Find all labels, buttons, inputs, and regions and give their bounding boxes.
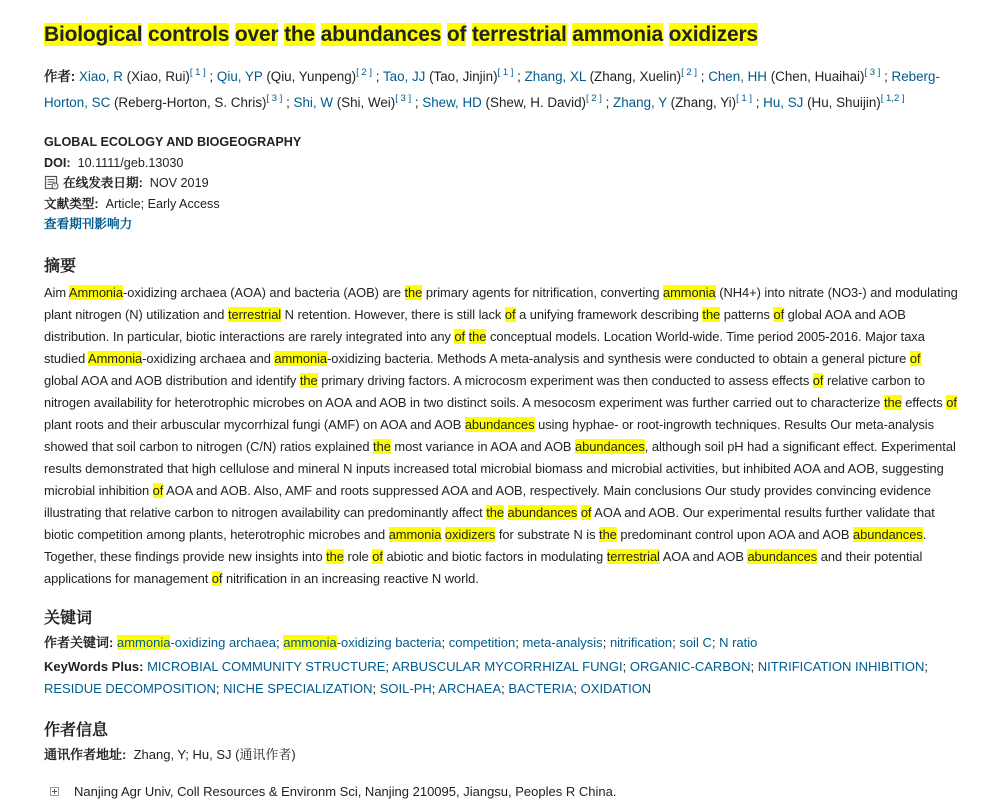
title-word: ammonia (572, 23, 664, 46)
highlight-term: abundances (507, 504, 578, 520)
title-word: abundances (320, 23, 442, 46)
affiliation-ref[interactable]: [ 1 ] (189, 67, 206, 78)
keyword-plus-link[interactable]: NITRIFICATION INHIBITION (757, 658, 925, 674)
abstract-section (44, 256, 958, 590)
keyword-plus-link[interactable]: ARBUSCULAR MYCORRHIZAL FUNGI (391, 658, 623, 674)
pubdate-value: NOV 2019 (149, 176, 209, 190)
highlight-term: of (372, 548, 383, 564)
authors-block (44, 64, 958, 116)
authors-list: Xiao, R (Xiao, Rui)[ 1 ] ; Qiu, YP (Qiu, Yunpeng)[ 2 ] ; Tao, JJ (Tao, Jinjin)[ 1 ] ; Zhang, XL (Zhang, Xuelin)[ 2 ] ; Chen, HH (Chen, Huaihai)[ 3 ] ; Reberg-Horton, SC (Reberg-Horton, S. Chris)[ 3 ] ; Shi, W (Shi, Wei)[ 3 ] ; Shew, HD (Shew, H. David)[ 2 ] ; Zhang, Y (Zhang, Yi)[ 1 ] ; Hu, SJ (Hu, Shuijin)[ 1,2 ] (44, 67, 940, 110)
title-word: over (234, 23, 279, 46)
keyword-plus-link[interactable]: ORGANIC-CARBON (629, 658, 751, 674)
highlight-term: ammonia (663, 284, 716, 300)
title-word: Biological (44, 23, 143, 46)
highlight-term: the (326, 548, 344, 564)
highlight-term: the (468, 328, 487, 344)
affiliation-ref[interactable]: [ 1 ] (497, 67, 514, 78)
author-link[interactable]: Zhang, XL (524, 69, 586, 84)
highlight-term: ammonia (283, 634, 337, 650)
highlight-term: the (883, 394, 902, 410)
author-keywords-list: ammonia-oxidizing archaea; ammonia-oxidizing bacteria; competition; meta-analysis; nitrification; soil C; N ratio (116, 634, 758, 650)
keyword-plus-link[interactable]: NICHE SPECIALIZATION (223, 680, 373, 696)
calendar-icon (44, 175, 59, 190)
keywords-plus-list: MICROBIAL COMMUNITY STRUCTURE; ARBUSCULAR MYCORRHIZAL FUNGI; ORGANIC-CARBON; NITRIFICATION INHIBITION; RESIDUE DECOMPOSITION; NICHE SPECIALIZATION; SOIL-PH; ARCHAEA; BACTERIA; OXIDATION (44, 658, 928, 696)
author-link[interactable]: Chen, HH (708, 69, 767, 84)
authors-label: 作者: (44, 69, 76, 84)
affiliation-ref[interactable]: [ 3 ] (266, 93, 283, 104)
author-link[interactable]: Xiao, R (78, 69, 123, 84)
title-word: oxidizers (668, 23, 758, 46)
highlight-term: terrestrial (606, 548, 660, 564)
title-word: the (284, 23, 315, 46)
affiliation-ref[interactable]: [ 2 ] (586, 93, 602, 104)
author-link[interactable]: Shi, W (293, 95, 333, 110)
highlight-term: the (702, 306, 721, 322)
highlight-term: of (504, 306, 516, 322)
doi-label: DOI: (44, 155, 71, 170)
doctype-row (44, 194, 958, 215)
author-info-heading: 作者信息 (44, 721, 109, 739)
highlight-term: of (211, 570, 223, 586)
highlight-term: of (773, 306, 785, 322)
keywords-section (44, 608, 958, 700)
title-word: controls (148, 23, 230, 46)
author-keywords-row (44, 632, 958, 654)
highlight-term: the (404, 284, 423, 300)
author-link[interactable]: Qiu, YP (216, 69, 263, 84)
author-keyword-link[interactable]: ammonia-oxidizing bacteria (283, 634, 442, 650)
highlight-term: the (299, 372, 318, 388)
highlight-term: of (909, 350, 921, 366)
author-keyword-link[interactable]: soil C (679, 634, 712, 650)
keyword-plus-link[interactable]: BACTERIA (508, 680, 574, 696)
highlight-term: abundances (747, 548, 818, 564)
abstract-text: Aim Ammonia-oxidizing archaea (AOA) and bacteria (AOB) are the primary agents for nitrification, converting ammonia (NH4+) into nitrate (NO3-) and modulating plant nitrogen (N) utilization and terrestrial N retention. However, there is still lack of a unifying framework describing the patterns of global AOA and AOB distribution. In particular, biotic interactions are rarely integrated into any of the conceptual models. Location World-wide. Time period 2005-2016. Major taxa studied Ammonia-oxidizing archaea and ammonia-oxidizing bacteria. Methods A meta-analysis and synthesis were conducted to obtain a general picture of global AOA and AOB distribution and identify the primary driving factors. A microcosm experiment was then conducted to assess effects of relative carbon to nitrogen availability for heterotrophic microbes on AOA and AOB in two distinct soils. A mesocosm experiment was further carried out to characterize the effects of plant roots and their arbuscular mycorrhizal fungi (AMF) on AOA and AOB abundances using hyphae- or root-ingrowth techniques. Results Our meta-analysis showed that soil carbon to nitrogen (C/N) ratios explained the most variance in AOA and AOB abundances, although soil pH had a significant effect. Experimental results demonstrated that high cellulose and mineral N inputs increased total microbial biomass and microbial activities, but inhibited AOA and AOB, suggesting microbial inhibition of AOA and AOB. Also, AMF and roots suppressed AOA and AOB, respectively. Main conclusions Our study provides convincing evidence illustrating that relative carbon to nitrogen availability can predominantly affect the abundances of AOA and AOB. Our experimental results further validate that biotic competition among plants, heterotrophic microbes and ammonia oxidizers for substrate N is the predominant control upon AOA and AOB abundances. Together, these findings provide new insights into the role of abiotic and biotic factors in modulating terrestrial AOA and AOB abundances and their potential applications for management of nitrification in an increasing reactive N world. (44, 284, 958, 586)
highlight-term: ammonia (388, 526, 442, 542)
author-keyword-link[interactable]: N ratio (719, 634, 758, 650)
journal-impact-link[interactable]: 查看期刊影响力 (44, 217, 133, 231)
author-info-section (44, 720, 958, 802)
journal-name: GLOBAL ECOLOGY AND BIOGEOGRAPHY (44, 135, 302, 149)
author-link[interactable]: Hu, SJ (763, 95, 804, 110)
highlight-term: ammonia (274, 350, 328, 366)
highlight-term: of (454, 328, 466, 344)
affiliation-ref[interactable]: [ 3 ] (864, 67, 881, 78)
highlight-term: abundances (575, 438, 645, 454)
title-word: of (446, 23, 467, 46)
highlight-term: the (599, 526, 617, 542)
author-link[interactable]: Tao, JJ (382, 69, 426, 84)
highlight-term: of (946, 394, 957, 410)
article-title (44, 18, 958, 52)
affiliation-ref[interactable]: [ 1 ] (736, 93, 752, 104)
corresponding-row (44, 744, 958, 766)
expand-plus-icon[interactable] (50, 787, 59, 796)
keywords-plus-row (44, 656, 958, 700)
pubdate-label: 在线发表日期: (63, 176, 143, 190)
corresponding-label: 通讯作者地址: (44, 746, 127, 762)
doi-value: 10.1111/geb.13030 (77, 155, 184, 170)
author-link[interactable]: Shew, HD (422, 95, 482, 110)
author-link[interactable]: Zhang, Y (613, 95, 667, 110)
author-link[interactable]: Reberg-Horton, SC (44, 69, 940, 110)
pubdate-row (44, 173, 958, 194)
author-keyword-link[interactable]: competition (448, 634, 516, 650)
author-keyword-link[interactable]: ammonia-oxidizing archaea (116, 634, 276, 650)
corresponding-value: Zhang, Y; Hu, SJ (通讯作者) (133, 746, 296, 762)
affiliation-ref[interactable]: [ 2 ] (681, 67, 697, 78)
author-keyword-link[interactable]: meta-analysis (522, 634, 603, 650)
abstract-heading: 摘要 (44, 257, 77, 275)
highlight-term: Ammonia (88, 350, 143, 366)
keyword-plus-link[interactable]: MICROBIAL COMMUNITY STRUCTURE (147, 658, 386, 674)
highlight-term: the (373, 438, 391, 454)
affiliation-ref[interactable]: [ 3 ] (395, 93, 412, 104)
address-text: Nanjing Agr Univ, Coll Resources & Environm Sci, Nanjing 210095, Jiangsu, Peoples R China. (74, 783, 617, 799)
author-keyword-link[interactable]: nitrification (609, 634, 673, 650)
address-row (44, 782, 958, 802)
keyword-plus-link[interactable]: RESIDUE DECOMPOSITION (44, 680, 216, 696)
doctype-label: 文献类型: (44, 196, 99, 211)
highlight-term: abundances (852, 526, 923, 542)
affiliation-ref[interactable]: [ 2 ] (356, 67, 372, 78)
keyword-plus-link[interactable]: SOIL-PH (379, 680, 432, 696)
highlight-term: oxidizers (444, 526, 496, 542)
doi-row (44, 153, 958, 174)
source-info (44, 132, 958, 235)
highlight-term: of (152, 482, 164, 498)
title-word: terrestrial (471, 23, 567, 46)
highlight-term: ammonia (116, 634, 171, 650)
keyword-plus-link[interactable]: ARCHAEA (438, 680, 502, 696)
highlight-term: of (812, 372, 824, 388)
keyword-plus-link[interactable]: OXIDATION (580, 680, 652, 696)
affiliation-ref[interactable]: [ 1,2 ] (880, 93, 905, 104)
highlight-term: Ammonia (68, 284, 123, 300)
highlight-term: abundances (464, 416, 535, 432)
author-keywords-label: 作者关键词: (44, 634, 114, 650)
doctype-value: Article; Early Access (105, 196, 220, 211)
highlight-term: the (486, 504, 504, 520)
keywords-plus-label: KeyWords Plus: (44, 658, 144, 674)
highlight-term: terrestrial (227, 306, 282, 322)
keywords-heading: 关键词 (44, 609, 93, 627)
highlight-term: of (580, 504, 592, 520)
record-page (44, 14, 958, 802)
